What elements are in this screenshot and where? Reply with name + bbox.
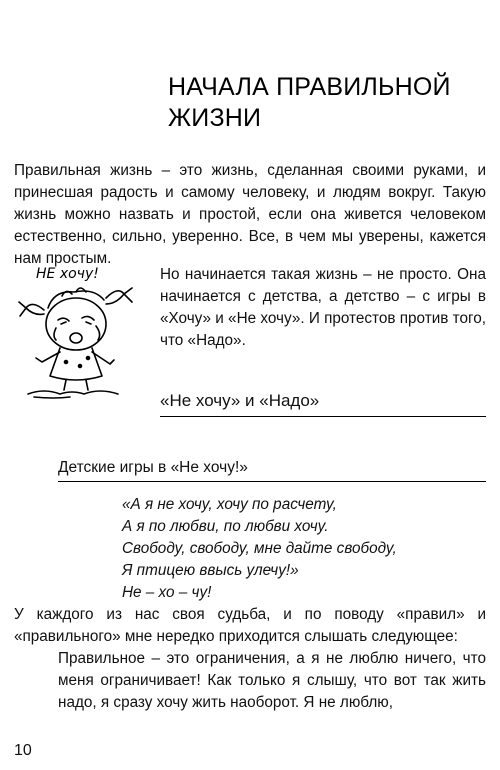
poem-line: Не – хо – чу! xyxy=(122,584,212,601)
poem-line: А я по любви, по любви хочу. xyxy=(122,518,329,535)
illustration-caption: НЕ хочу! xyxy=(36,266,99,282)
quote-paragraph: Правильное – это ограничения, а я не люблю ничего, что меня ограничивает! Как только я слышу, что вот так жить надо, я сразу хочу жить наоборот. Я не люблю, xyxy=(58,650,486,711)
subsection-heading-rule xyxy=(58,481,486,482)
girl-drawing xyxy=(19,288,132,398)
page-number: 10 xyxy=(14,742,32,759)
body-paragraph: У каждого из нас своя судьба, и по поводу «правил» и «правильного» мне нередко приходится слышать следующее: xyxy=(14,606,486,645)
section-heading: «Не хочу» и «Надо» xyxy=(160,391,320,410)
chapter-title xyxy=(168,72,488,134)
crying-girl-illustration xyxy=(14,258,144,400)
poem-line: «А я не хочу, хочу по расчету, xyxy=(122,496,337,513)
section-heading-rule xyxy=(160,416,486,417)
subsection-heading: Детские игры в «Не хочу!» xyxy=(58,459,248,476)
poem xyxy=(122,494,397,604)
intro-paragraph: Правильная жизнь – это жизнь, сделанная своими руками, и принесшая радость и самому человеку, и людям вокруг. Такую жизнь можно назвать и простой, если она живется человеком естественно, сильно, уверенно. Все, в чем мы уверены, кажется нам простым. xyxy=(14,162,486,267)
side-paragraph: Но начинается такая жизнь – не просто. Она начинается с детства, а детство – с игры в «Хочу» и «Не хочу». И протестов против того, что «Надо». xyxy=(160,266,486,349)
poem-line: Я птицею ввысь улечу!» xyxy=(122,562,299,579)
chapter-title-line-1: НАЧАЛА ПРАВИЛЬНОЙ xyxy=(168,73,451,101)
poem-line: Свободу, свободу, мне дайте свободу, xyxy=(122,540,397,557)
chapter-title-line-2: ЖИЗНИ xyxy=(168,104,262,132)
